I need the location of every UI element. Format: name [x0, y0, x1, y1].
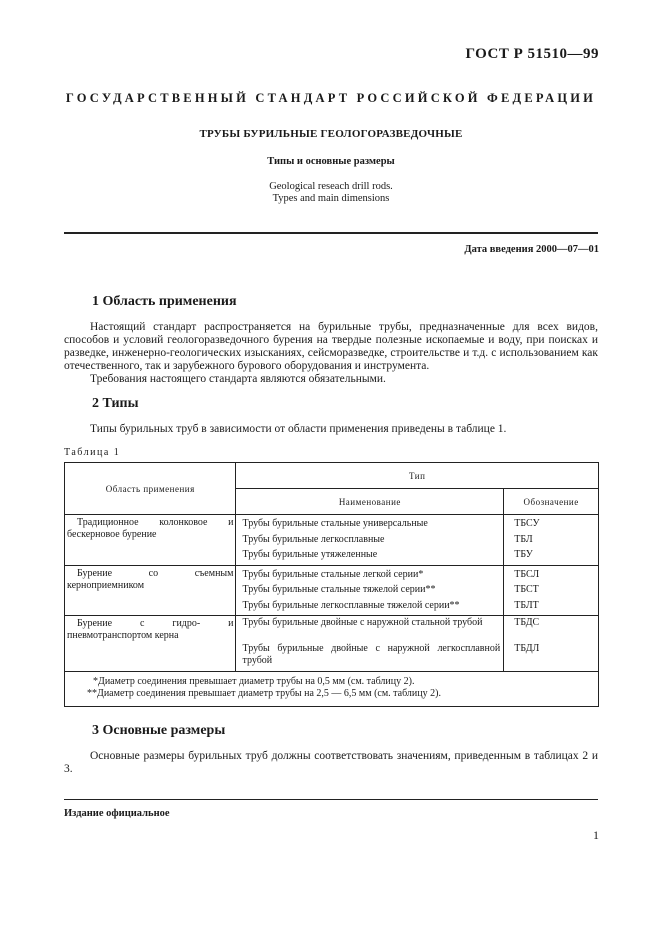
paragraph: Основные размеры бурильных труб должны соответствовать значениям, приведенным в таблицах 2 и 3. [64, 750, 598, 775]
type-name: Трубы бурильные легкосплавные [242, 533, 385, 545]
area-cell: Традиционное колонковое и бескерновое бурение [65, 515, 236, 566]
table-footnote: **Диаметр соединения превышает диаметр трубы на 2,5 — 6,5 мм (см. таблицу 2). [87, 688, 441, 699]
english-title-line: Types and main dimensions [272, 193, 390, 204]
section-heading: 3 Основные размеры [92, 723, 226, 738]
state-standard-heading: ГОСУДАРСТВЕННЫЙ СТАНДАРТ РОССИЙСКОЙ ФЕДЕРАЦИИ [65, 91, 597, 105]
code-cell [504, 616, 599, 672]
type-name: Трубы бурильные стальные легкой серии* [242, 568, 424, 580]
column-header-name: Наименование [236, 489, 504, 515]
table-row [65, 565, 599, 616]
type-name: Трубы бурильные легкосплавные тяжелой серии** [242, 599, 460, 611]
area-cell: Бурение со съемным керноприемником [65, 565, 236, 616]
official-edition-label: Издание официальное [64, 808, 170, 819]
paragraph: Требования настоящего стандарта являются обязательными. [90, 373, 386, 385]
document-subtitle: Типы и основные размеры [267, 156, 395, 167]
type-name: Трубы бурильные утяжеленные [242, 549, 378, 560]
table-row [65, 515, 599, 566]
table-row [65, 616, 599, 672]
type-name: Трубы бурильные двойные с наружной стальной трубой [242, 617, 483, 628]
paragraph: Типы бурильных труб в зависимости от области применения приведены в таблице 1. [90, 423, 507, 435]
name-cell [236, 565, 504, 616]
column-header-code: Обозначение [504, 489, 599, 515]
type-code: ТБДС [514, 617, 540, 628]
section-body [64, 423, 598, 436]
type-code: ТБЛТ [514, 599, 539, 611]
document-title: ТРУБЫ БУРИЛЬНЫЕ ГЕОЛОГОРАЗВЕДОЧНЫЕ [199, 128, 463, 140]
title-divider [64, 232, 598, 234]
table-caption: Таблица 1 [64, 447, 121, 458]
type-code: ТБДЛ [514, 643, 540, 654]
type-code: ТБСЛ [514, 568, 540, 580]
section-body [64, 750, 598, 776]
type-code: ТБУ [514, 549, 533, 560]
type-name: Трубы бурильные стальные универсальные [242, 518, 428, 529]
type-code: ТБЛ [514, 533, 533, 545]
type-code: ТБСТ [514, 584, 539, 595]
section-heading: 2 Типы [92, 396, 139, 411]
name-cell [236, 515, 504, 566]
paragraph: Настоящий стандарт распространяется на бурильные трубы, предназначенные для всех видов, способов и условий геологоразведочного бурения на твердые полезные ископаемые и воду, при поисках и разведке, инженерно-геологических изысканиях, сейсморазведке, строительстве и т.д. с использованием как отечественного, так и зарубежного бурового оборудования и инструмента. [64, 321, 598, 372]
type-name: Трубы бурильные двойные с наружной легкосплавной трубой [242, 643, 501, 666]
table-notes-row [65, 672, 599, 707]
table-footnote: *Диаметр соединения превышает диаметр трубы на 0,5 мм (см. таблицу 2). [93, 676, 415, 687]
code-cell [504, 565, 599, 616]
footer-divider [64, 799, 598, 800]
table-notes [65, 672, 599, 707]
name-cell [236, 616, 504, 672]
type-name: Трубы бурильные стальные тяжелой серии** [242, 584, 436, 595]
document-code: ГОСТ Р 51510—99 [465, 46, 599, 62]
english-title-line: Geological reseach drill rods. [269, 181, 393, 192]
english-title [64, 181, 598, 205]
page-number: 1 [593, 828, 599, 842]
area-cell: Бурение с гидро- и пневмотранспортом керна [65, 616, 236, 672]
type-code: ТБСУ [514, 518, 540, 529]
column-header-type: Тип [236, 463, 599, 489]
section-body [64, 321, 598, 386]
types-table [64, 462, 599, 707]
code-cell [504, 515, 599, 566]
introduction-date: Дата введения 2000—07—01 [464, 244, 599, 255]
section-heading: 1 Область применения [92, 294, 237, 309]
column-header-area: Область применения [65, 463, 236, 515]
